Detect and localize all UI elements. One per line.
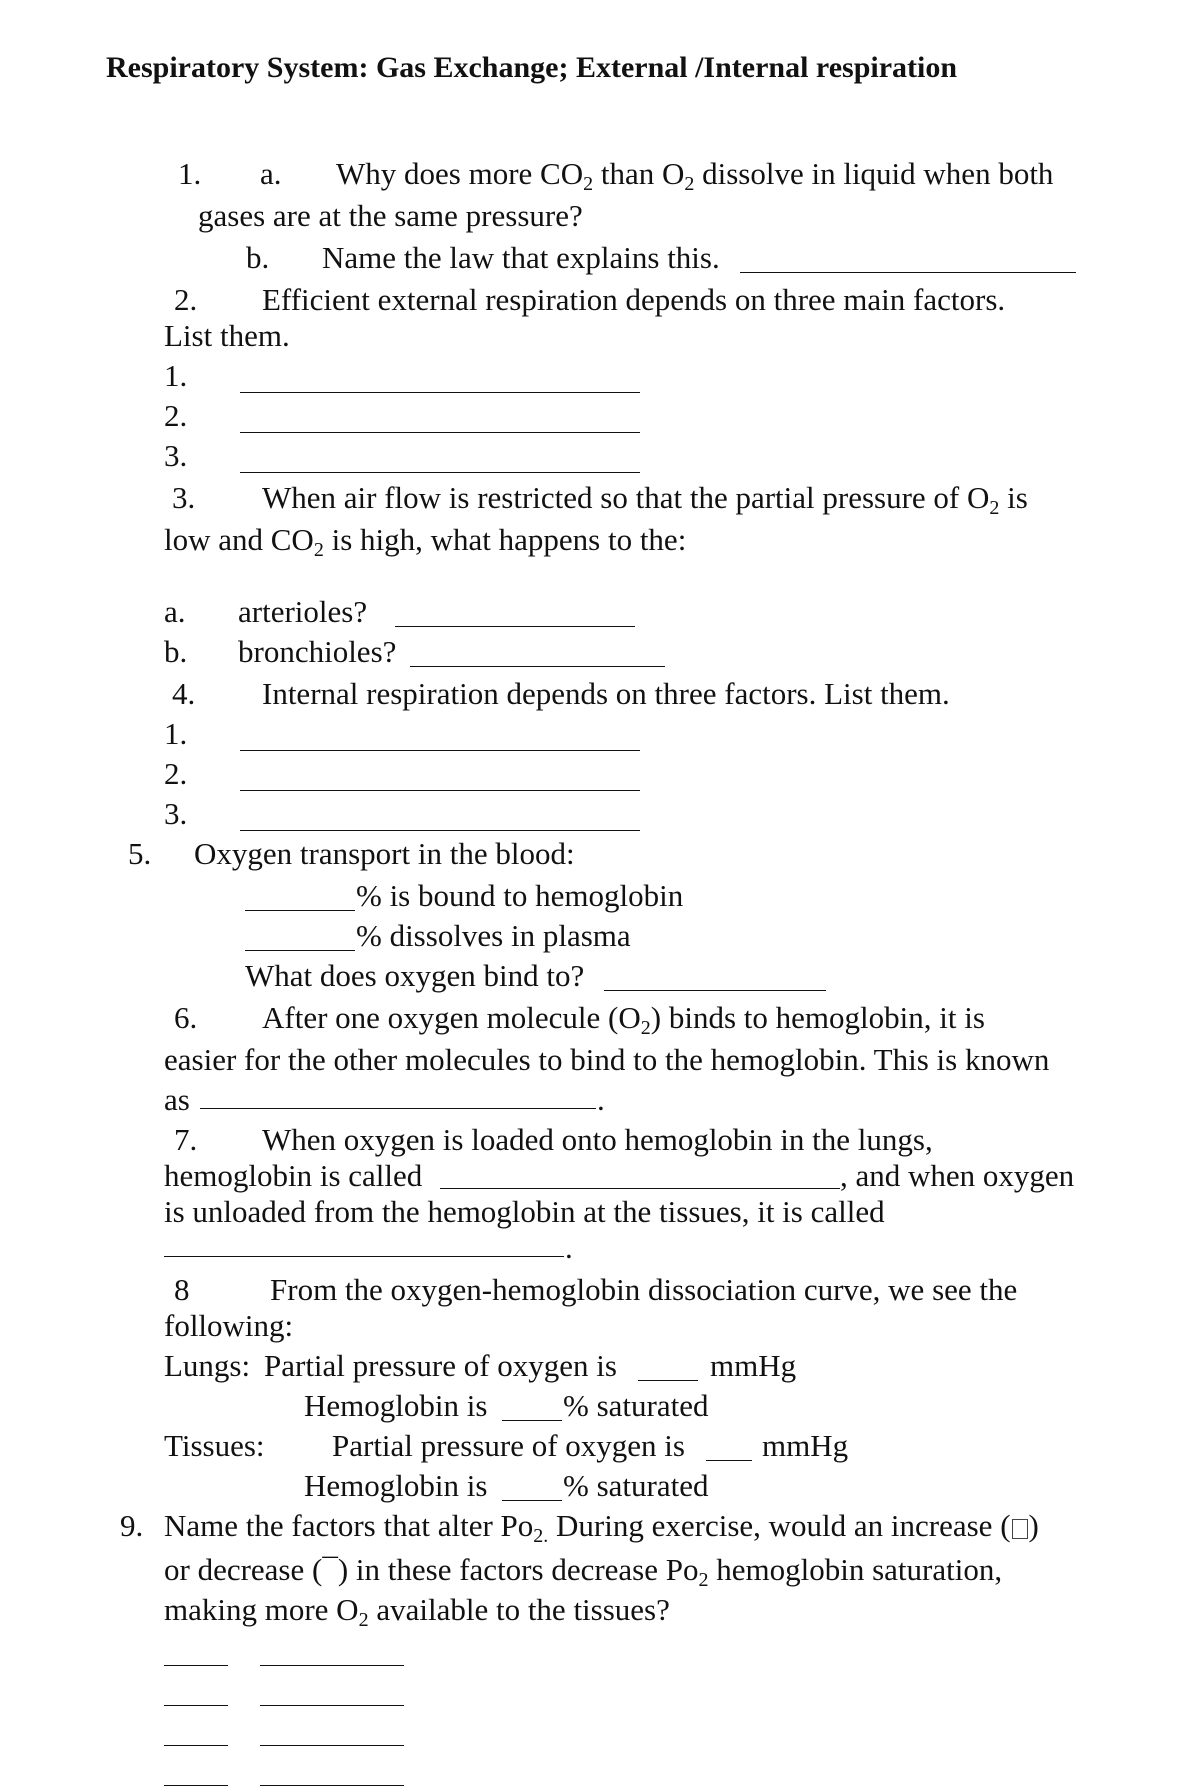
q2-item-2-label: 2. [164,398,188,433]
q2-question: Efficient external respiration depends on three main factors. [262,282,1006,317]
q5-plasma-text: % dissolves in plasma [356,918,631,953]
q2-item-2-blank[interactable] [240,432,640,433]
q4-number: 4. [172,676,196,711]
q3-number: 3. [172,480,196,515]
q5-number: 5. [128,836,152,871]
q9-row-3-direction-blank[interactable] [164,1745,228,1746]
increase-symbol-box [1012,1519,1028,1539]
q8-lungs-pp-blank[interactable] [638,1380,698,1381]
q5-bind-question: What does oxygen bind to? [245,958,585,993]
q6-question: After one oxygen molecule $(O_2)$ binds to hemoglobin, it is [262,1000,985,1039]
q2-item-3-label: 3. [164,438,188,473]
q1-number: 1. [178,156,202,191]
q7-question-line2-post: , and when oxygen [840,1158,1075,1193]
q3b-text: bronchioles? [238,634,397,669]
q8-lungs-hb-blank[interactable] [502,1420,562,1421]
decrease-symbol: ¯ [322,1552,338,1587]
page-title: Respiratory System: Gas Exchange; External /Internal respiration [106,51,958,84]
q3b-label: b. [164,634,188,669]
q2-item-1-blank[interactable] [240,392,640,393]
q6-answer-blank[interactable] [200,1108,596,1109]
q9-row-2-factor-blank[interactable] [260,1705,404,1706]
q7-question-line3: is unloaded from the hemoglobin at the tissues, it is called [164,1194,885,1229]
q7-period: . [565,1230,573,1265]
q8-tissues-saturated: % saturated [563,1468,709,1503]
q1b-question: Name the law that explains this. [322,240,720,275]
q8-question: From the oxygen-hemoglobin dissociation curve, we see the [270,1272,1018,1307]
q1a-question-line2: gases are at the same pressure? [198,198,583,233]
q1a-label: a. [260,156,282,191]
q8-lungs-hb-text: Hemoglobin is [304,1388,488,1423]
q5-plasma-blank[interactable] [245,950,355,951]
q2-question-line2: List them. [164,318,290,353]
q9-number: 9. [120,1508,144,1543]
q4-item-1-blank[interactable] [240,750,640,751]
q8-question-line2: following: [164,1308,294,1343]
q4-item-3-label: 3. [164,796,188,831]
q4-item-2-label: 2. [164,756,188,791]
q1b-label: b. [246,240,270,275]
q8-tissues-label: Tissues: [164,1428,265,1463]
q3-question-line2: low and $CO_2$ is high, what happens to the: [164,522,687,561]
q2-number: 2. [174,282,198,317]
q6-question-line3: as [164,1082,190,1117]
q9-row-4-factor-blank[interactable] [260,1785,404,1786]
q9-row-4-direction-blank[interactable] [164,1785,228,1786]
q5-bound-text: % is bound to hemoglobin [356,878,684,913]
q9-row-3-factor-blank[interactable] [260,1745,404,1746]
q9-row-1-direction-blank[interactable] [164,1665,228,1666]
q7-number: 7. [174,1122,198,1157]
q3a-label: a. [164,594,186,629]
q5-question: Oxygen transport in the blood: [194,836,575,871]
q4-item-3-blank[interactable] [240,830,640,831]
q7-question-line2-pre: hemoglobin is called [164,1158,423,1193]
q6-question-line2: easier for the other molecules to bind to the hemoglobin. This is known [164,1042,1050,1077]
q9-question-line3: making more $O_2$ available to the tissues? [164,1592,670,1631]
q8-lungs-pp-text: Partial pressure of oxygen is [264,1348,617,1383]
q5-bound-blank[interactable] [245,910,355,911]
q4-item-1-label: 1. [164,716,188,751]
q3a-answer-blank[interactable] [395,626,635,627]
q7-loaded-blank[interactable] [440,1188,840,1189]
q2-item-3-blank[interactable] [240,472,640,473]
q8-tissues-hb-blank[interactable] [502,1500,562,1501]
q8-tissues-pp-blank[interactable] [706,1460,752,1461]
q8-lungs-saturated: % saturated [563,1388,709,1423]
q9-row-1-factor-blank[interactable] [260,1665,404,1666]
q8-tissues-hb-text: Hemoglobin is [304,1468,488,1503]
q1a-question: Why does more $CO_2$ than $O_2$ dissolve in liquid when both [336,156,1054,195]
q8-lungs-unit: mmHg [710,1348,797,1383]
q4-item-2-blank[interactable] [240,790,640,791]
q2-item-1-label: 1. [164,358,188,393]
q3b-answer-blank[interactable] [410,666,665,667]
q5-bind-blank[interactable] [604,990,826,991]
q9-row-2-direction-blank[interactable] [164,1705,228,1706]
q7-unloaded-blank[interactable] [164,1256,564,1257]
q8-lungs-label: Lungs: [164,1348,251,1383]
q4-question: Internal respiration depends on three factors. List them. [262,676,950,711]
q3-question: When air flow is restricted so that the partial pressure of $O_2$ is [262,480,1028,519]
q8-tissues-unit: mmHg [762,1428,849,1463]
q3a-text: arterioles? [238,594,368,629]
q8-tissues-pp-text: Partial pressure of oxygen is [332,1428,685,1463]
q6-period: . [597,1082,605,1117]
q7-question: When oxygen is loaded onto hemoglobin in the lungs, [262,1122,933,1157]
q9-question-line2: or decrease (¯) in these factors decrease $Po_2$ hemoglobin saturation, [164,1552,1003,1591]
q9-question-line1: Name the factors that alter $Po_{2.}$ During exercise, would an increase ( ) [164,1508,1039,1547]
q6-number: 6. [174,1000,198,1035]
q1b-answer-blank[interactable] [740,272,1076,273]
q8-number: 8 [174,1272,190,1307]
